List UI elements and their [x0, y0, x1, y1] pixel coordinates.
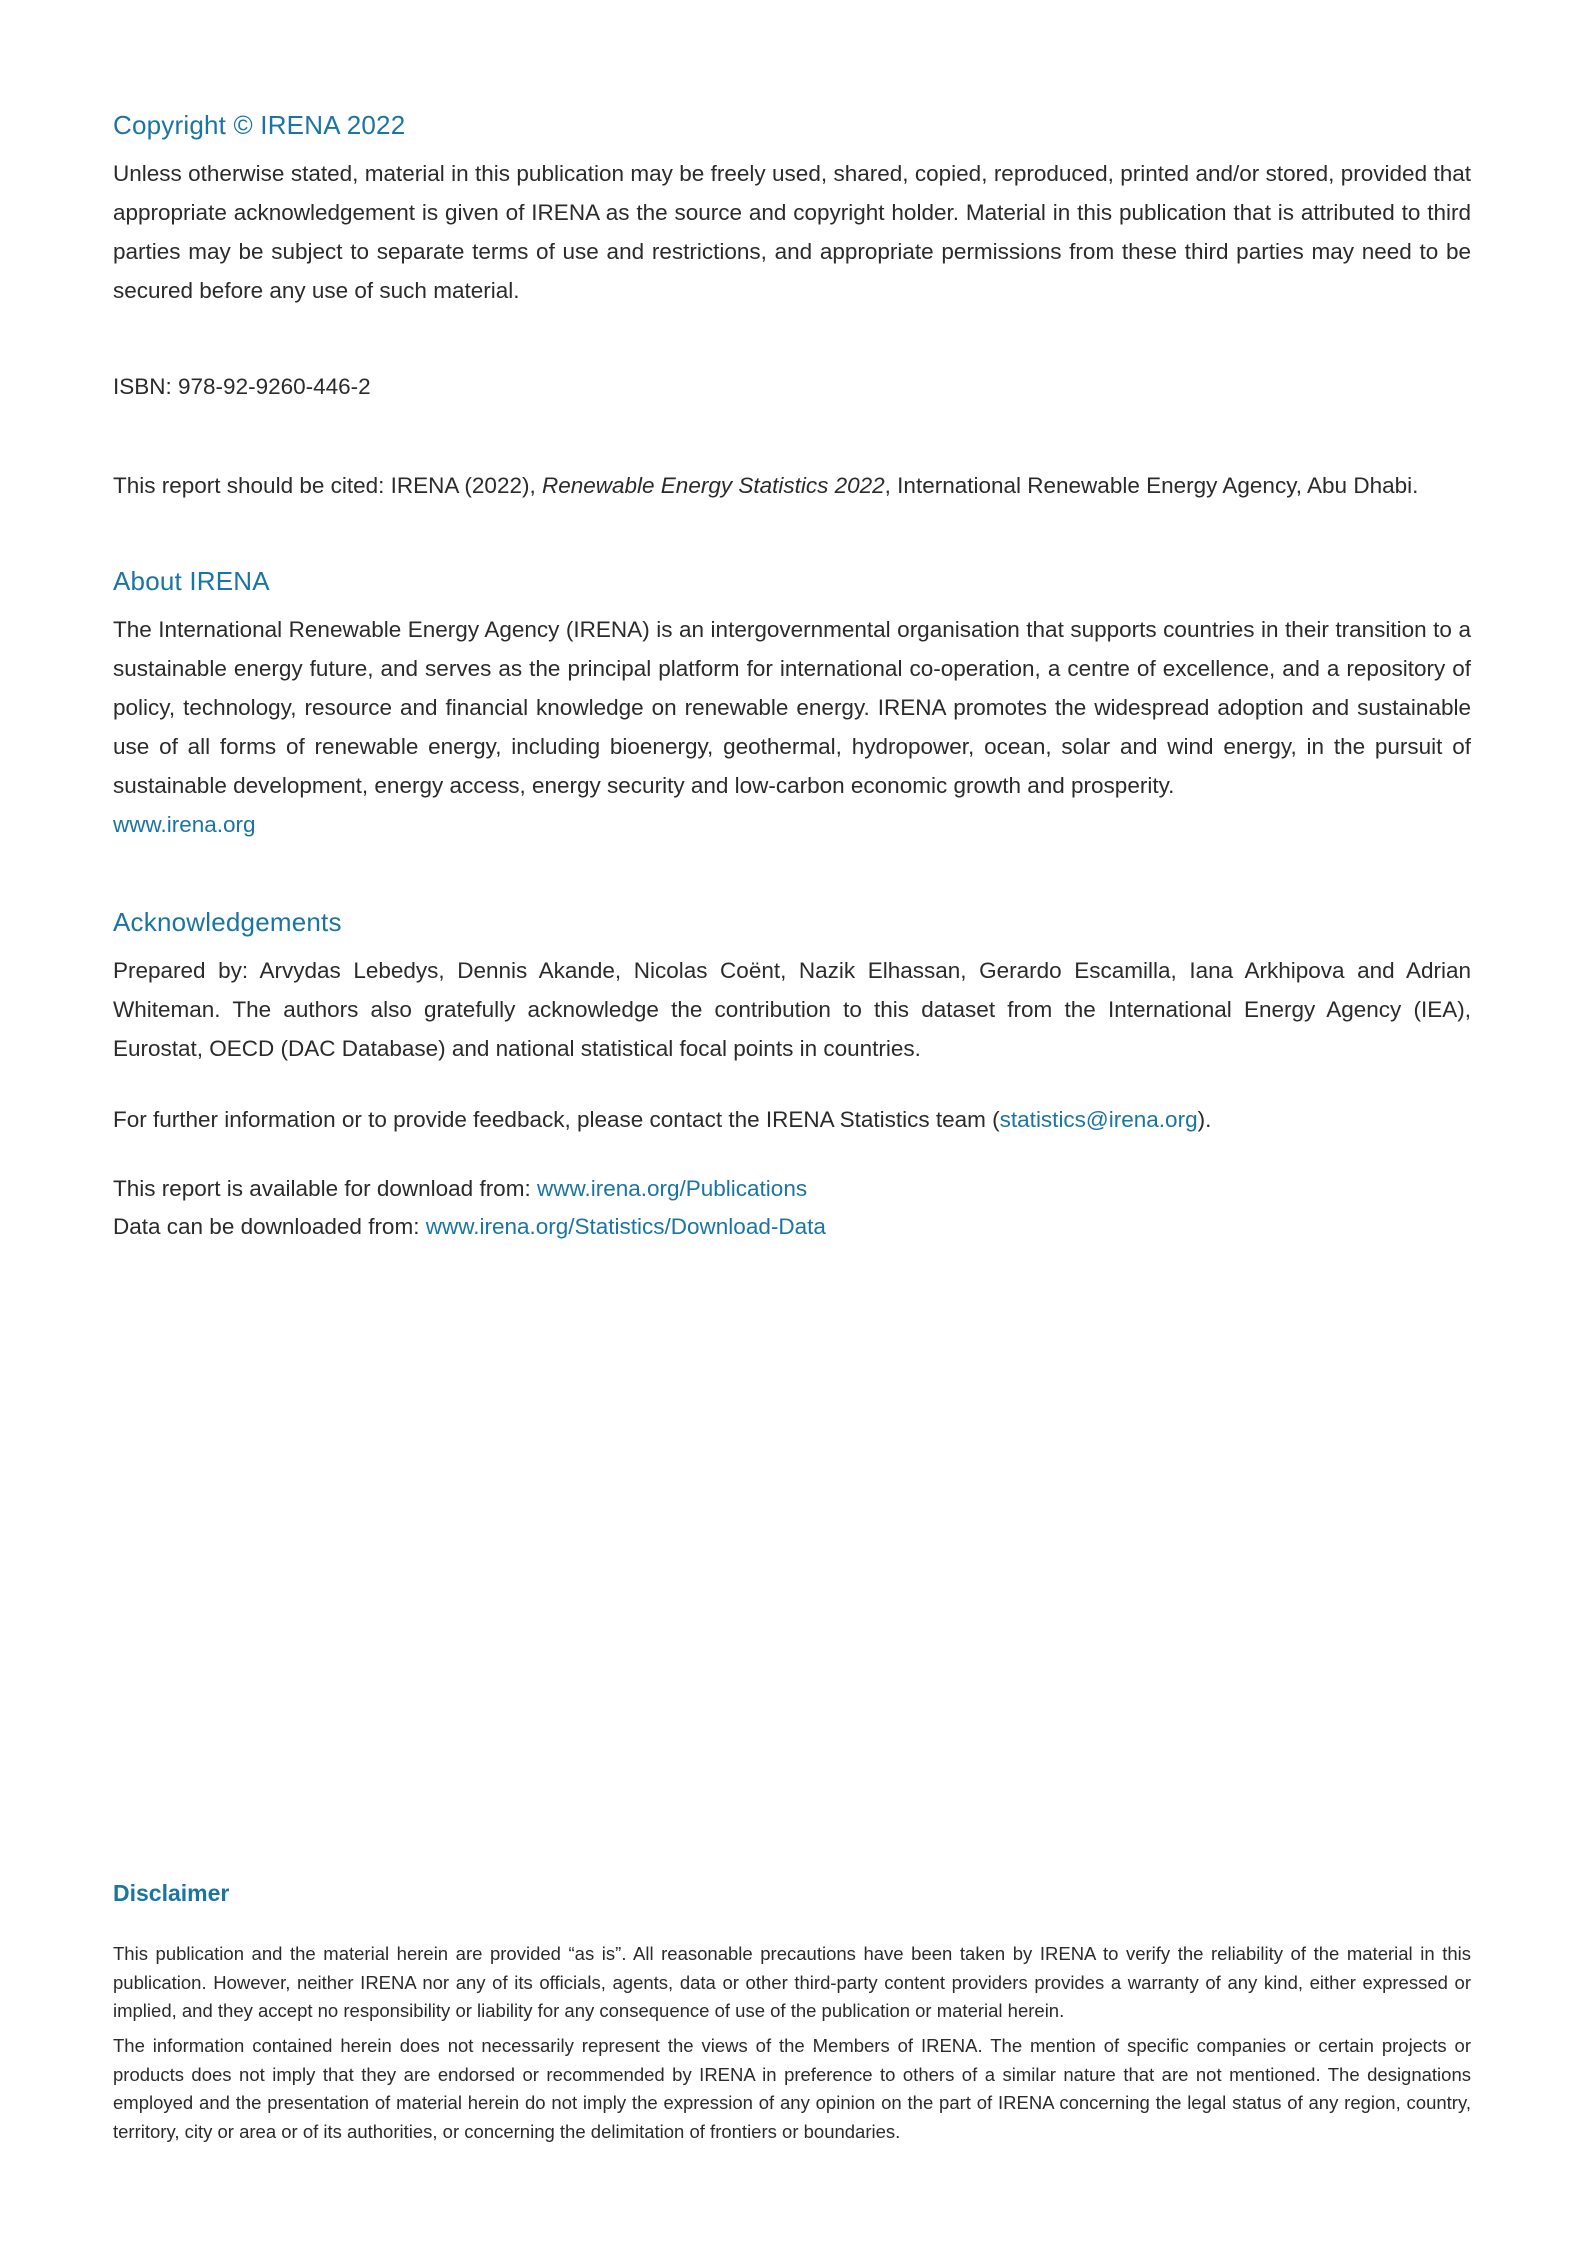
- feedback-prefix: For further information or to provide feedback, please contact the IRENA Statistics team (: [113, 1107, 1000, 1132]
- statistics-email-link[interactable]: statistics@irena.org: [999, 1107, 1198, 1132]
- acknowledgements-text: Prepared by: Arvydas Lebedys, Dennis Akande, Nicolas Coënt, Nazik Elhassan, Gerardo Escamilla, Iana Arkhipova and Adrian Whiteman. The authors also gratefully acknowledge the contribution to this dataset from the International Energy Agency (IEA), Eurostat, OECD (DAC Database) and national statistical focal points in countries.: [113, 958, 1471, 1061]
- acknowledgements-heading: Acknowledgements: [113, 907, 342, 937]
- about-heading: About IRENA: [113, 566, 270, 596]
- download-report-prefix: This report is available for download from:: [113, 1176, 537, 1201]
- copyright-heading: Copyright © IRENA 2022: [113, 110, 406, 140]
- copyright-text: Unless otherwise stated, material in this publication may be freely used, shared, copied, reproduced, printed and/or stored, provided that appropriate acknowledgement is given of IRENA as the source and copyright holder. Material in this publication that is attributed to third parties may be subject to separate terms of use and restrictions, and appropriate permissions from these third parties may need to be secured before any use of such material.: [113, 161, 1471, 303]
- citation-title: Renewable Energy Statistics 2022: [541, 473, 885, 498]
- isbn: ISBN: 978-92-9260-446-2: [113, 374, 371, 399]
- download-data-prefix: Data can be downloaded from:: [113, 1214, 426, 1239]
- download-lines: [113, 1170, 1471, 1246]
- citation-prefix: This report should be cited: IRENA (2022),: [113, 473, 542, 498]
- feedback-suffix: ).: [1197, 1107, 1212, 1132]
- citation: [113, 466, 1471, 505]
- disclaimer-paragraph-2: The information contained herein does not necessarily represent the views of the Members of IRENA. The mention of specific companies or certain projects or products does not imply that they are endorsed or recommended by IRENA in preference to others of a similar nature that are not mentioned. The designations employed and the presentation of material herein do not imply the expression of any opinion on the part of IRENA concerning the legal status of any region, country, territory, city or area or of its authorities, or concerning the delimitation of frontiers or boundaries.: [113, 2035, 1471, 2142]
- disclaimer-paragraph-1: This publication and the material herein are provided “as is”. All reasonable precautions have been taken by IRENA to verify the reliability of the material in this publication. However, neither IRENA nor any of its officials, agents, data or other third-party content providers provides a warranty of any kind, either expressed or implied, and they accept no responsibility or liability for any consequence of use of the publication or material herein.: [113, 1943, 1471, 2021]
- disclaimer-heading: Disclaimer: [113, 1880, 230, 1906]
- irena-website-link[interactable]: www.irena.org: [113, 812, 256, 837]
- publications-link[interactable]: www.irena.org/Publications: [536, 1176, 808, 1201]
- about-text: The International Renewable Energy Agency (IRENA) is an intergovernmental organisation that supports countries in their transition to a sustainable energy future, and serves as the principal platform for international co-operation, a centre of excellence, and a repository of policy, technology, resource and financial knowledge on renewable energy. IRENA promotes the widespread adoption and sustainable use of all forms of renewable energy, including bioenergy, geothermal, hydropower, ocean, solar and wind energy, in the pursuit of sustainable development, energy access, energy security and low-carbon economic growth and prosperity.: [113, 617, 1471, 798]
- download-data-link[interactable]: www.irena.org/Statistics/Download-Data: [425, 1214, 826, 1239]
- citation-suffix: , International Renewable Energy Agency, Abu Dhabi.: [884, 473, 1419, 498]
- feedback-line: [113, 1100, 1471, 1139]
